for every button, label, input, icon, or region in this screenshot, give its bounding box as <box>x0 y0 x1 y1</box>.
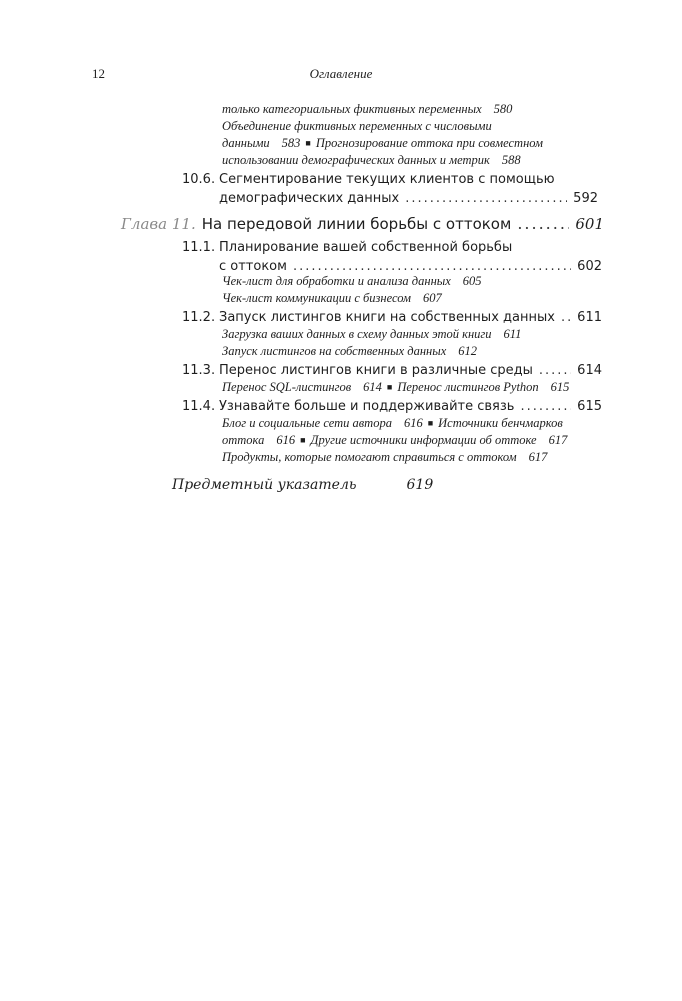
entry-text: Продукты, которые помогают справиться с оттоком <box>222 450 517 464</box>
chapter-label: Глава 11. <box>121 215 196 233</box>
entry-page: 607 <box>423 291 442 305</box>
section-page: 602 <box>577 259 602 274</box>
entry-page: 611 <box>503 327 522 341</box>
entry-page: 616 <box>403 416 423 430</box>
toc-section-11-4[interactable] <box>182 397 602 416</box>
toc-subentry[interactable] <box>222 290 442 307</box>
toc-chapter-11[interactable] <box>121 214 604 233</box>
entry-text: Запуск листингов на собственных данных <box>222 344 447 358</box>
entry-page: 616 <box>276 433 296 447</box>
toc-subentry[interactable]: Объединение фиктивных переменных с числовыми <box>222 119 492 133</box>
entry-text: данными <box>222 136 270 150</box>
toc-subentry[interactable] <box>222 449 547 466</box>
toc-subentry[interactable] <box>222 326 521 343</box>
entry-page: 583 <box>281 136 301 150</box>
toc-subentry[interactable] <box>222 379 569 396</box>
chapter-page: 601 <box>575 215 604 233</box>
section-title: Перенос листингов книги в различные среды <box>219 363 533 378</box>
dot-leader <box>561 308 571 327</box>
chapter-title: На передовой линии борьбы с оттоком <box>201 215 512 233</box>
section-page: 611 <box>577 310 602 325</box>
toc-subentry[interactable] <box>222 101 512 118</box>
dot-leader <box>520 397 571 416</box>
bullet-separator-icon: ■ <box>427 418 434 428</box>
entry-page: 617 <box>528 450 548 464</box>
section-number: 10.6. <box>182 172 216 187</box>
entry-text: Перенос листингов Python <box>397 380 539 394</box>
section-title: Планирование вашей собственной борьбы <box>219 240 513 255</box>
entry-text: только категориальных фиктивных переменных <box>222 102 482 116</box>
entry-text: Загрузка ваших данных в схему данных этой книги <box>222 327 492 341</box>
entry-text: Чек-лист коммуникации с бизнесом <box>222 291 411 305</box>
entry-text: Прогнозирование оттока при совместном <box>315 136 544 150</box>
dot-leader <box>517 214 569 233</box>
toc-subentry[interactable] <box>222 273 482 290</box>
toc-subentry[interactable] <box>222 432 567 449</box>
section-title-cont: демографических данных <box>219 191 400 206</box>
section-title: Узнавайте больше и поддерживайте связь <box>219 399 515 414</box>
entry-text: Другие источники информации об оттоке <box>310 433 537 447</box>
entry-text: Перенос SQL-листингов <box>222 380 352 394</box>
entry-page: 614 <box>363 380 382 394</box>
running-title: Оглавление <box>309 66 373 81</box>
entry-text: использовании демографических данных и метрик <box>222 153 490 167</box>
toc-section-11-3[interactable] <box>182 361 602 380</box>
entry-page: 580 <box>493 102 513 116</box>
dot-leader <box>405 189 567 208</box>
section-page: 615 <box>577 399 602 414</box>
section-number: 11.1. <box>182 240 216 255</box>
toc-section-11-2[interactable] <box>182 308 602 327</box>
entry-text: Блог и социальные сети автора <box>222 416 392 430</box>
toc-subentry[interactable] <box>222 152 521 169</box>
section-number: 11.3. <box>182 363 216 378</box>
bullet-separator-icon: ■ <box>386 382 393 392</box>
toc-subentry[interactable] <box>222 415 563 432</box>
index-page: 619 <box>406 477 434 493</box>
entry-page: 617 <box>548 433 568 447</box>
section-number: 11.2. <box>182 310 216 325</box>
entry-text: оттока <box>222 433 265 447</box>
toc-subentry[interactable] <box>222 135 543 152</box>
bullet-separator-icon: ■ <box>300 435 306 445</box>
entry-page: 612 <box>458 344 478 358</box>
section-title: Запуск листингов книги на собственных данных <box>219 310 555 325</box>
toc-section-10-6[interactable] <box>182 170 598 208</box>
section-title-cont: с оттоком <box>219 259 287 274</box>
section-page: 592 <box>573 191 598 206</box>
toc-index-entry[interactable] <box>172 477 433 493</box>
section-number: 11.4. <box>182 399 216 414</box>
entry-text: Источники бенчмарков <box>438 416 563 430</box>
index-title: Предметный указатель <box>172 477 357 493</box>
page-number: 12 <box>92 66 105 81</box>
dot-leader <box>539 361 571 380</box>
entry-page: 615 <box>550 380 570 394</box>
entry-text: Чек-лист для обработки и анализа данных <box>222 274 451 288</box>
section-page: 614 <box>577 363 602 378</box>
entry-page: 605 <box>462 274 482 288</box>
entry-page: 588 <box>501 153 521 167</box>
toc-section-11-1[interactable] <box>182 238 602 276</box>
bullet-separator-icon: ■ <box>305 138 311 148</box>
section-title: Сегментирование текущих клиентов с помощью <box>219 172 555 187</box>
toc-subentry[interactable] <box>222 343 477 360</box>
